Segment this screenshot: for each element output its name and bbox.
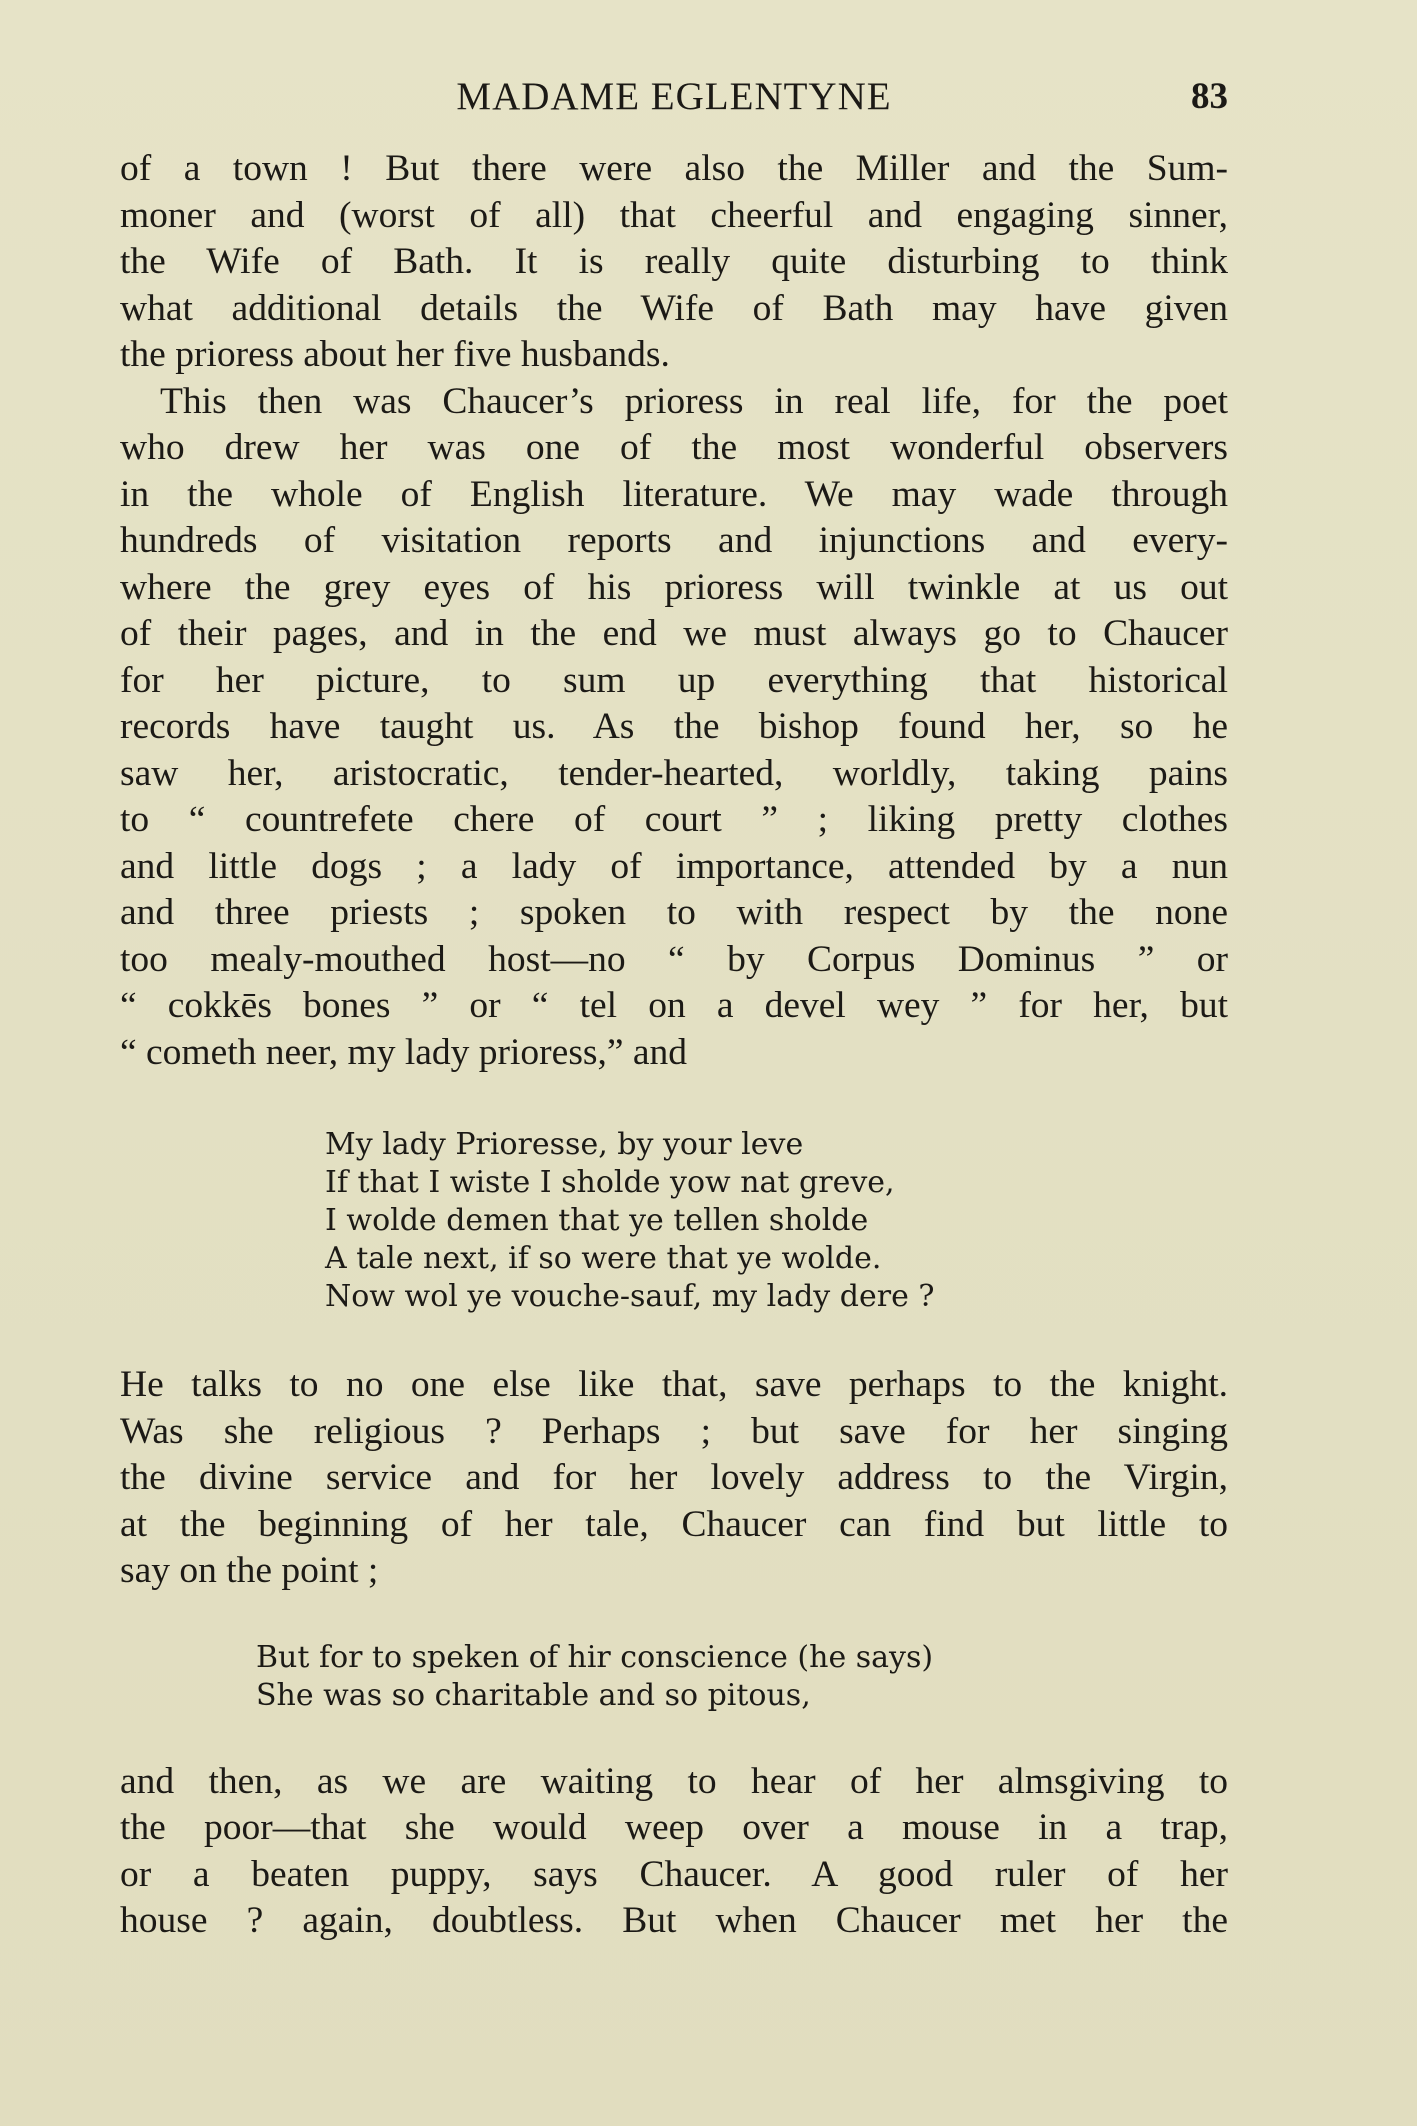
text-line: and then, as we are waiting to hear of her almsgiving to: [120, 1760, 1228, 1802]
paragraph-1: [120, 146, 1228, 379]
page-body: [120, 146, 1228, 1945]
verse-quotation-2: [256, 1639, 1228, 1715]
text-line: too mealy-mouthed host—no “ by Corpus Dominus ” or: [120, 938, 1228, 980]
text-line: the Wife of Bath. It is really quite disturbing to think: [120, 241, 1228, 282]
text-line: moner and (worst of all) that cheerful and engaging sinner,: [120, 194, 1228, 236]
text-line: and little dogs ; a lady of importance, attended by a nun: [120, 845, 1228, 887]
text-line: say on the point ;: [120, 1550, 379, 1591]
text-line: the divine service and for her lovely address to the Virgin,: [120, 1457, 1228, 1498]
text-line: in the whole of English literature. We may wade through: [120, 473, 1228, 515]
page-header: [120, 72, 1228, 122]
running-title: MADAME EGLENTYNE: [456, 75, 892, 118]
text-line: at the beginning of her tale, Chaucer can find but little to: [120, 1503, 1228, 1545]
verse-line: A tale next, if so were that ye wolde.: [325, 1241, 882, 1276]
verse-line: But for to speken of hir conscience (he says): [256, 1639, 934, 1675]
text-line: This then was Chaucer’s prioress in real life, for the poet: [160, 380, 1228, 422]
paragraph-4: [120, 1759, 1228, 1945]
text-line: of a town ! But there were also the Miller and the Sum-: [120, 148, 1228, 189]
verse-quotation-1: [325, 1126, 1228, 1316]
text-line: and three priests ; spoken to with respect by the none: [120, 892, 1228, 933]
text-line: for her picture, to sum up everything that historical: [120, 659, 1228, 701]
text-line: or a beaten puppy, says Chaucer. A good ruler of her: [120, 1853, 1228, 1895]
verse-line: If that I wiste I sholde yow nat greve,: [325, 1165, 895, 1200]
paragraph-2: [120, 379, 1228, 1077]
text-line: where the grey eyes of his prioress will twinkle at us out: [120, 566, 1228, 608]
text-line: what additional details the Wife of Bath may have given: [120, 287, 1228, 329]
text-line: “ cokkēs bones ” or “ tel on a devel wey ” for her, but: [120, 985, 1228, 1026]
text-line: who drew her was one of the most wonderful observers: [120, 427, 1228, 468]
verse-line: I wolde demen that ye tellen sholde: [325, 1203, 869, 1238]
text-line: hundreds of visitation reports and injunctions and every-: [120, 520, 1228, 561]
text-line: Was she religious ? Perhaps ; but save for her singing: [120, 1410, 1228, 1452]
text-line: house ? again, doubtless. But when Chaucer met her the: [120, 1900, 1228, 1941]
text-line: “ cometh neer, my lady prioress,” and: [120, 1031, 688, 1073]
text-line: saw her, aristocratic, tender-hearted, worldly, taking pains: [120, 752, 1228, 794]
text-line: He talks to no one else like that, save perhaps to the knight.: [120, 1364, 1228, 1405]
text-line: the prioress about her five husbands.: [120, 334, 670, 375]
verse-line: Now wol ye vouche-sauf, my lady dere ?: [325, 1279, 935, 1314]
text-line: records have taught us. As the bishop found her, so he: [120, 706, 1228, 747]
text-line: to “ countrefete chere of court ” ; liking pretty clothes: [120, 799, 1228, 840]
text-line: the poor—that she would weep over a mouse in a trap,: [120, 1807, 1228, 1848]
page-number: 83: [1191, 76, 1228, 117]
paragraph-3: [120, 1362, 1228, 1595]
verse-line: She was so charitable and so pitous,: [256, 1677, 811, 1713]
text-line: of their pages, and in the end we must always go to Chaucer: [120, 613, 1228, 654]
verse-line: My lady Prioresse, by your leve: [325, 1127, 804, 1162]
